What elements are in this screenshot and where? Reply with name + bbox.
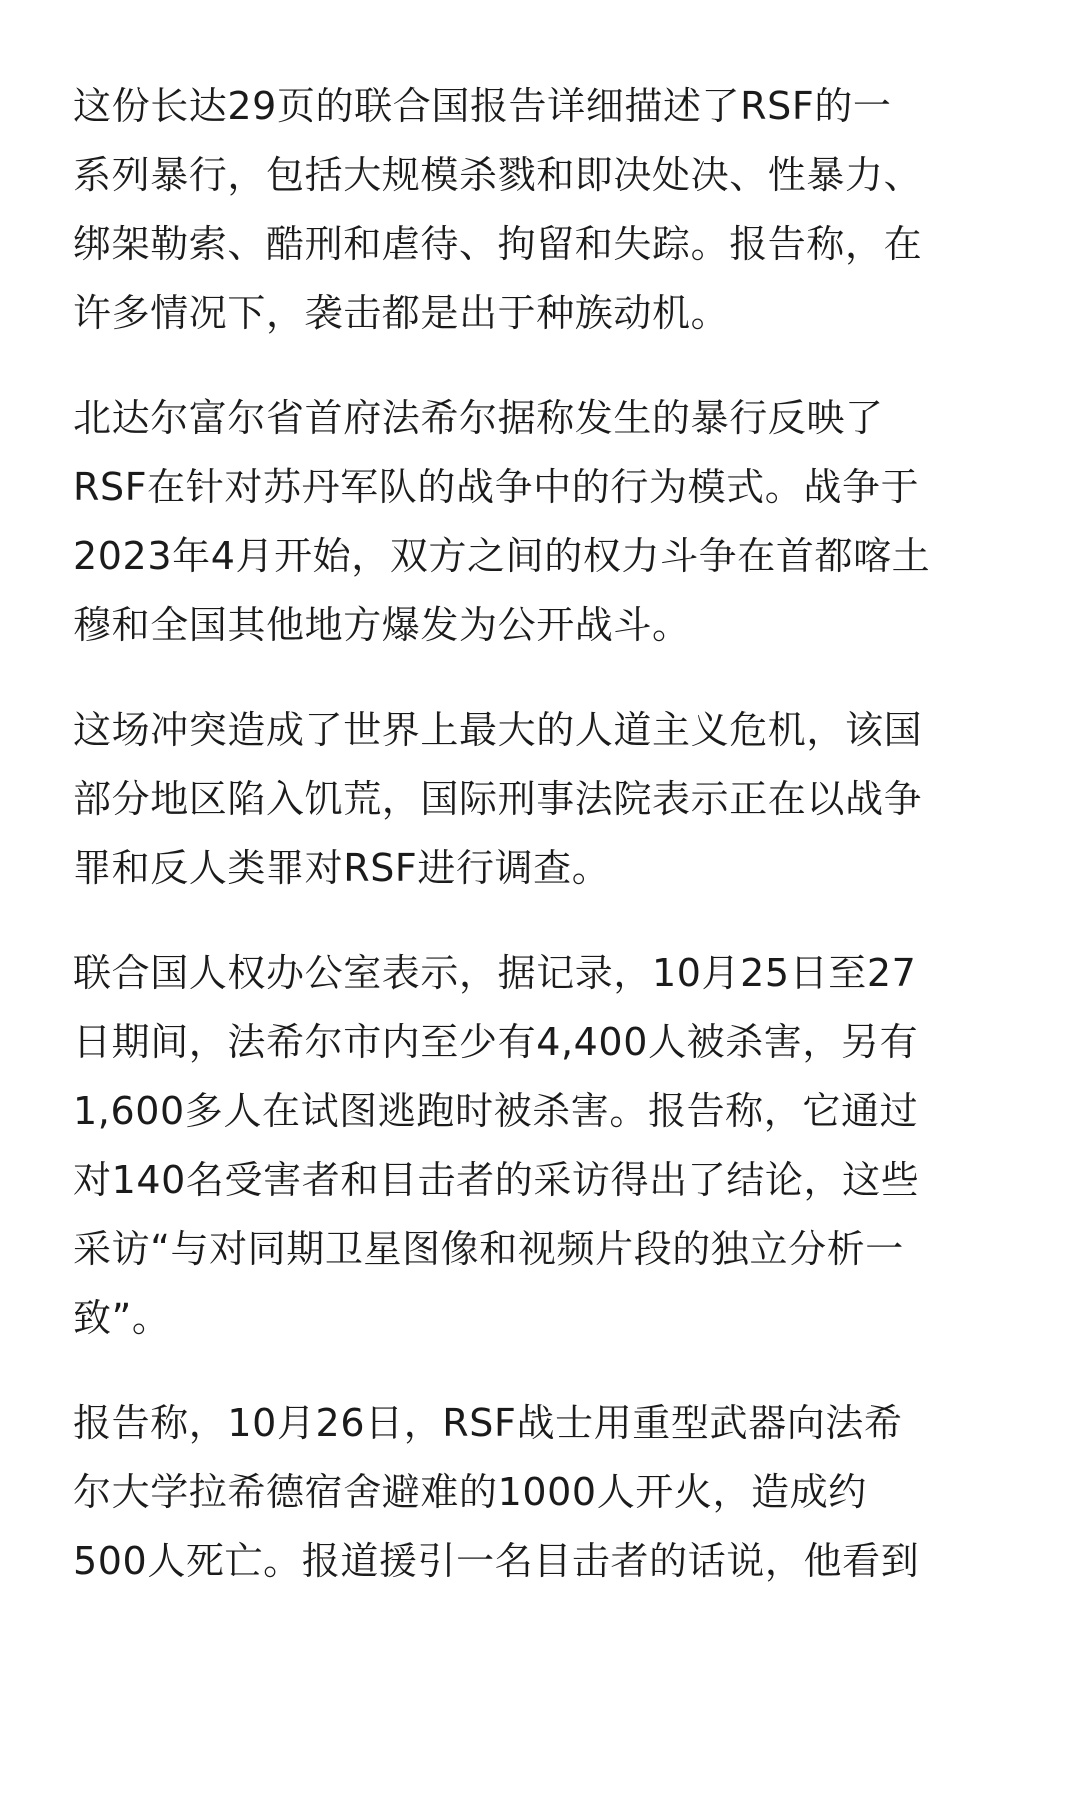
paragraph-5 (73, 1389, 1012, 1596)
text-line: 采访“与对同期卫星图像和视频片段的独立分析一 (73, 1227, 904, 1271)
text-line: 部分地区陷入饥荒，国际刑事法院表示正在以战争 (73, 777, 923, 821)
text-line: 这场冲突造成了世界上最大的人道主义危机，该国 (73, 708, 923, 752)
text-line: 罪和反人类罪对RSF进行调查。 (73, 846, 611, 890)
text-line: 2023年4月开始，双方之间的权力斗争在首都喀土 (73, 534, 931, 578)
text-line: 500人死亡。报道援引一名目击者的话说，他看到 (73, 1539, 920, 1583)
text-line: 系列暴行，包括大规模杀戮和即决处决、性暴力、 (73, 153, 923, 197)
text-line: 这份长达29页的联合国报告详细描述了RSF的一 (73, 84, 892, 128)
paragraph-4 (73, 939, 1012, 1353)
text-line: 穆和全国其他地方爆发为公开战斗。 (73, 603, 691, 647)
paragraph-2 (73, 384, 1012, 660)
text-line: 绑架勒索、酷刑和虐待、拘留和失踪。报告称，在 (73, 222, 923, 266)
paragraph-1 (73, 72, 1012, 348)
text-line: 1,600多人在试图逃跑时被杀害。报告称，它通过 (73, 1089, 919, 1133)
text-line: 致”。 (73, 1296, 171, 1340)
text-line: 北达尔富尔省首府法希尔据称发生的暴行反映了 (73, 396, 884, 440)
text-line: 对140名受害者和目击者的采访得出了结论，这些 (73, 1158, 920, 1202)
text-line: 尔大学拉希德宿舍避难的1000人开火，造成约 (73, 1470, 867, 1514)
text-line: 许多情况下，袭击都是出于种族动机。 (73, 291, 730, 335)
text-line: RSF在针对苏丹军队的战争中的行为模式。战争于 (73, 465, 920, 509)
text-line: 联合国人权办公室表示，据记录，10月25日至27 (73, 951, 917, 995)
text-line: 日期间，法希尔市内至少有4,400人被杀害，另有 (73, 1020, 919, 1064)
paragraph-3 (73, 696, 1012, 903)
text-line: 报告称，10月26日，RSF战士用重型武器向法希 (73, 1401, 903, 1445)
